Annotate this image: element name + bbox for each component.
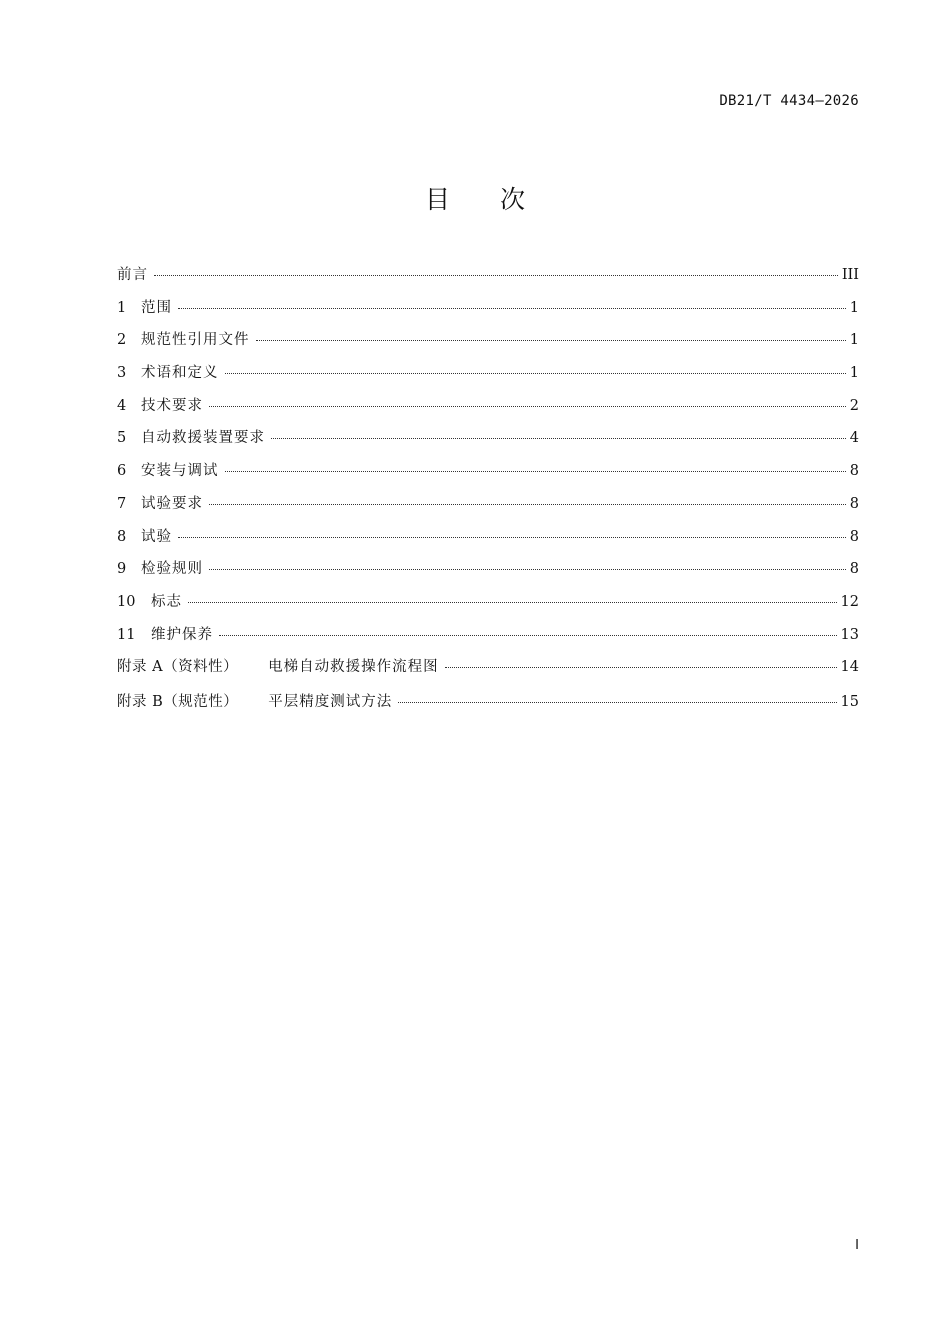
toc-entry-number: 10 [117,593,136,610]
page-title [0,180,950,216]
toc-entry-11[interactable] [117,623,859,656]
page-number: I [855,1238,859,1253]
toc-entry-number: 2 [117,332,127,349]
toc-leader-dots [209,504,846,505]
toc-leader-dots [178,537,846,538]
toc-leader-dots [271,438,846,439]
toc-entry-page: 14 [840,659,859,676]
page-title-char-2: 次 [500,185,526,214]
toc-entry-page: 8 [849,463,859,480]
toc-entry-page: III [841,267,859,283]
toc-entry-page: 2 [849,397,859,414]
toc-entry-appendix-b[interactable] [117,690,859,723]
toc-entry-3[interactable] [117,361,859,394]
table-of-contents [117,263,859,723]
toc-appendix-label: 附录 B（规范性） [117,693,239,710]
toc-leader-dots [225,471,846,472]
toc-leader-dots [256,340,846,341]
toc-leader-dots [445,667,837,668]
toc-entry-number: 1 [117,299,127,316]
toc-entry-page: 1 [849,332,859,349]
toc-entry-7[interactable] [117,492,859,525]
toc-entry-page: 8 [849,561,859,578]
toc-leader-dots [154,275,838,276]
toc-entry-number: 7 [117,495,127,512]
toc-entry-10[interactable] [117,590,859,623]
toc-entry-text: 平层精度测试方法 [268,693,393,710]
toc-entry-text: 前言 [117,267,148,283]
toc-entry-4[interactable] [117,394,859,427]
toc-entry-page: 4 [849,430,859,447]
toc-entry-text: 标志 [151,593,182,610]
toc-entry-text: 检验规则 [141,561,203,578]
toc-entry-2[interactable] [117,328,859,361]
toc-leader-dots [225,373,846,374]
toc-leader-dots [178,308,846,309]
toc-entry-number: 8 [117,528,127,545]
toc-leader-dots [209,569,846,570]
toc-entry-number: 4 [117,397,127,414]
toc-entry-number: 3 [117,365,127,382]
toc-entry-8[interactable] [117,525,859,558]
toc-appendix-label: 附录 A（资料性） [117,659,239,676]
toc-entry-page: 13 [840,626,859,643]
toc-entry-text: 规范性引用文件 [141,332,250,349]
toc-leader-dots [188,602,837,603]
toc-entry-foreword[interactable] [117,263,859,296]
toc-entry-number: 11 [117,626,136,643]
toc-entry-text: 安装与调试 [141,463,219,480]
toc-leader-dots [398,702,836,703]
toc-entry-text: 维护保养 [151,626,213,643]
toc-entry-page: 1 [849,365,859,382]
toc-entry-text: 试验 [141,528,172,545]
page-title-char-1: 目 [424,185,450,214]
toc-entry-appendix-a[interactable] [117,655,859,688]
standard-code: DB21/T 4434—2026 [719,93,859,109]
toc-entry-number: 9 [117,561,127,578]
toc-entry-page: 15 [840,693,859,710]
toc-entry-5[interactable] [117,426,859,459]
toc-entry-text: 自动救援装置要求 [141,430,265,447]
toc-leader-dots [219,635,837,636]
toc-entry-page: 8 [849,528,859,545]
toc-entry-6[interactable] [117,459,859,492]
toc-entry-text: 范围 [141,299,172,316]
toc-entry-page: 8 [849,495,859,512]
toc-entry-text: 试验要求 [141,495,203,512]
toc-entry-page: 1 [849,299,859,316]
toc-entry-number: 5 [117,430,127,447]
toc-entry-page: 12 [840,593,859,610]
toc-entry-number: 6 [117,463,127,480]
toc-leader-dots [209,406,846,407]
toc-entry-9[interactable] [117,557,859,590]
toc-entry-text: 技术要求 [141,397,203,414]
toc-entry-text: 电梯自动救援操作流程图 [268,659,439,676]
toc-entry-text: 术语和定义 [141,365,219,382]
toc-entry-1[interactable] [117,296,859,329]
